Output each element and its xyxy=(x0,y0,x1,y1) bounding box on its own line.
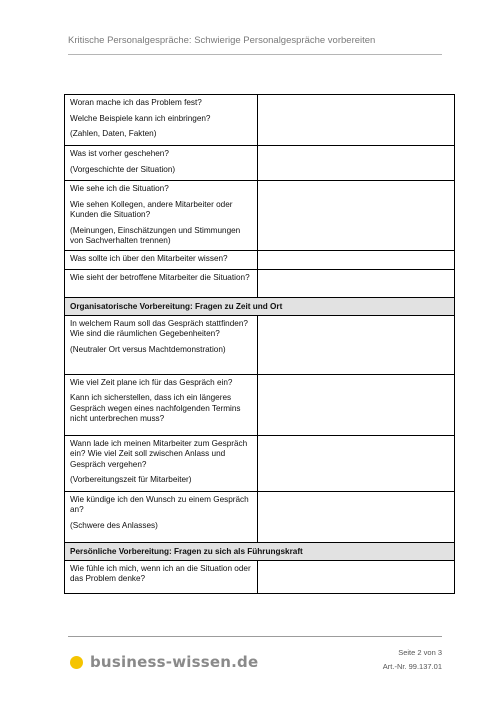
answer-cell[interactable] xyxy=(258,560,455,593)
answer-cell[interactable] xyxy=(258,374,455,435)
question-cell xyxy=(65,146,258,181)
question-text: Was sollte ich über den Mitarbeiter wissen? xyxy=(70,253,228,263)
article-number: Art.-Nr. 99.137.01 xyxy=(382,662,442,671)
question-text: In welchem Raum soll das Gespräch stattfinden? Wie sind die räumlichen Gegebenheiten? xyxy=(70,318,248,338)
answer-cell[interactable] xyxy=(258,435,455,491)
question-cell xyxy=(65,374,258,435)
question-row xyxy=(65,250,455,269)
question-row xyxy=(65,315,455,374)
question-text: Kann ich sicherstellen, dass ich ein längeres Gespräch wegen eines nachfolgenden Termins nicht unterbrechen muss? xyxy=(70,393,241,423)
question-text: Wie fühle ich mich, wenn ich an die Situation oder das Problem denke? xyxy=(70,563,251,583)
preparation-table-body xyxy=(65,95,455,594)
question-cell xyxy=(65,491,258,542)
question-cell xyxy=(65,181,258,251)
question-text: Wie kündige ich den Wunsch zu einem Gespräch an? xyxy=(70,494,249,514)
answer-cell[interactable] xyxy=(258,95,455,146)
question-cell xyxy=(65,250,258,269)
question-text: Wie viel Zeit plane ich für das Gespräch ein? xyxy=(70,377,233,387)
question-text: Welche Beispiele kann ich einbringen? xyxy=(70,113,211,123)
question-row xyxy=(65,181,455,251)
question-text: Was ist vorher geschehen? xyxy=(70,149,169,158)
preparation-table xyxy=(64,94,455,594)
question-row xyxy=(65,146,455,181)
question-row xyxy=(65,435,455,491)
answer-cell[interactable] xyxy=(258,315,455,374)
question-text: Wie sehe ich die Situation? xyxy=(70,184,169,193)
question-row xyxy=(65,269,455,297)
answer-cell[interactable] xyxy=(258,181,455,251)
section-header-row xyxy=(65,297,455,315)
question-text: Woran mache ich das Problem fest? xyxy=(70,98,202,107)
document-header-title: Kritische Personalgespräche: Schwierige Personalgespräche vorbereiten xyxy=(68,35,376,46)
question-row xyxy=(65,560,455,593)
question-cell xyxy=(65,560,258,593)
question-cell xyxy=(65,435,258,491)
question-text: (Vorbereitungszeit für Mitarbeiter) xyxy=(70,475,192,484)
page-number: Seite 2 von 3 xyxy=(398,648,442,657)
question-cell xyxy=(65,269,258,297)
section-title: Organisatorische Vorbereitung: Fragen zu Zeit und Ort xyxy=(65,297,455,315)
question-row xyxy=(65,491,455,542)
question-row xyxy=(65,95,455,146)
question-cell xyxy=(65,315,258,374)
question-text: (Meinungen, Einschätzungen und Stimmungen von Sachverhalten trennen) xyxy=(70,225,241,245)
question-text: (Zahlen, Daten, Fakten) xyxy=(70,129,157,138)
answer-cell[interactable] xyxy=(258,146,455,181)
section-title: Persönliche Vorbereitung: Fragen zu sich als Führungskraft xyxy=(65,542,455,560)
question-cell xyxy=(65,95,258,146)
answer-cell[interactable] xyxy=(258,250,455,269)
question-text: Wie sieht der betroffene Mitarbeiter die Situation? xyxy=(70,272,250,282)
question-text: (Schwere des Anlasses) xyxy=(70,520,158,530)
section-header-row xyxy=(65,542,455,560)
answer-cell[interactable] xyxy=(258,491,455,542)
question-text: (Neutraler Ort versus Machtdemonstration) xyxy=(70,344,226,354)
logo-text: business-wissen.de xyxy=(90,653,259,671)
header-divider xyxy=(68,54,442,55)
question-text: Wie sehen Kollegen, andere Mitarbeiter oder Kunden die Situation? xyxy=(70,199,233,219)
footer-divider xyxy=(68,636,442,637)
brand-logo xyxy=(70,653,258,671)
logo-dot-icon xyxy=(70,656,83,669)
question-text: (Vorgeschichte der Situation) xyxy=(70,164,176,174)
answer-cell[interactable] xyxy=(258,269,455,297)
question-row xyxy=(65,374,455,435)
question-text: Wann lade ich meinen Mitarbeiter zum Gespräch ein? Wie viel Zeit soll zwischen Anlass und Gespräch vergehen? xyxy=(70,438,248,469)
